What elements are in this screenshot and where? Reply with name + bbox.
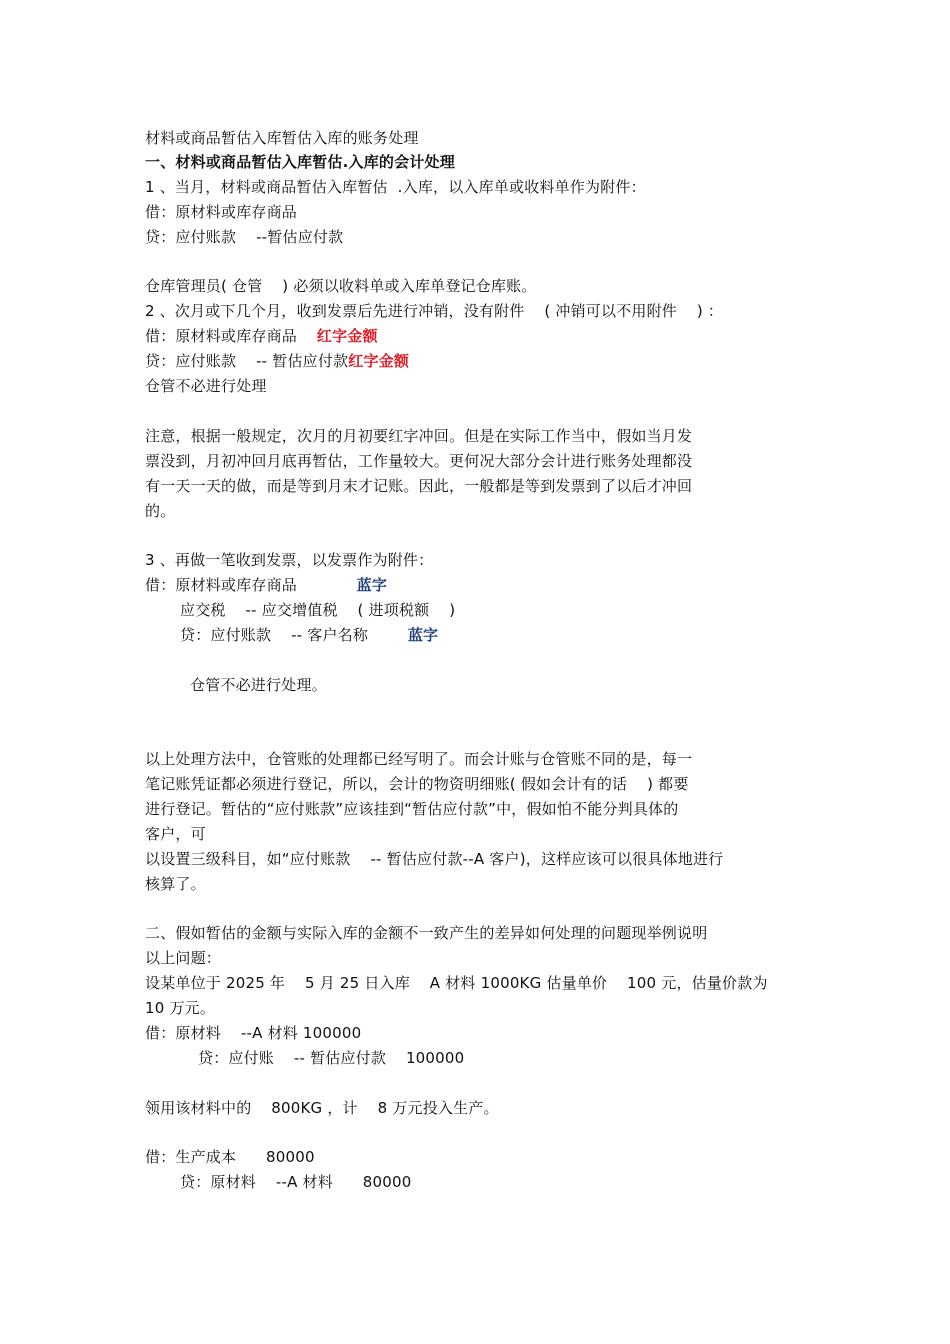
summary-line: 笔记账凭证都必须进行登记，所以，会计的物资明细账( 假如会计有的话 ) 都要 (145, 775, 689, 793)
step3-credit-label: 贷：应付账款 -- 客户名称 (180, 626, 408, 644)
blue-amount-label: 蓝字 (407, 626, 439, 644)
step1-debit: 借：原材料或库存商品 (145, 203, 298, 221)
attention-line: 注意，根据一般规定，次月的月初要红字冲回。但是在实际工作当中，假如当月发 (145, 427, 693, 445)
attention-line: 有一天一天的做，而是等到月末才记账。因此，一般都是等到发票到了以后才冲回 (145, 477, 693, 495)
example-line: 设某单位于 2025 年 5 月 25 日入库 A 材料 1000KG 估量单价 100 元，估量价款为 (145, 974, 768, 992)
step3-debit (145, 575, 387, 595)
step3-note: 仓管不必进行处理。 (190, 676, 327, 694)
step3-debit-label: 借：原材料或库存商品 (145, 576, 357, 594)
part2-line: 以上问题： (145, 949, 222, 967)
entry1-debit: 借：原材料 --A 材料 100000 (145, 1024, 362, 1042)
step3-tax: 应交税 -- 应交增值税 ( 进项税额 ) (180, 601, 456, 619)
step3-text: 3 、再做一笔收到发票，以发票作为附件： (145, 551, 434, 569)
summary-line: 以上处理方法中，仓管账的处理都已经写明了。而会计账与仓管账不同的是，每一 (145, 750, 693, 768)
step3-credit (180, 625, 438, 645)
attention-line: 票没到，月初冲回月底再暂估，工作量较大。更何况大部分会计进行账务处理都没 (145, 452, 693, 470)
step2-note: 仓管不必进行处理 (145, 377, 267, 395)
document-title: 材料或商品暂估入库暂估入库的账务处理 (145, 129, 419, 147)
attention-line: 的。 (145, 502, 176, 520)
summary-line: 以设置三级科目，如“应付账款 -- 暂估应付款--A 客户)，这样应该可以很具体地进行 (145, 850, 724, 868)
red-amount-label: 红字金额 (348, 352, 410, 370)
summary-line: 进行登记。暂估的“应付账款”应该挂到“暂估应付款”中，假如怕不能分判具体的 (145, 800, 679, 818)
step2-debit (145, 326, 378, 346)
entry1-credit: 贷：应付账 -- 暂估应付款 100000 (198, 1049, 465, 1067)
blue-amount-label: 蓝字 (356, 576, 388, 594)
entry2-debit: 借：生产成本 80000 (145, 1148, 315, 1166)
summary-line: 客户，可 (145, 825, 206, 843)
example-line: 10 万元。 (145, 999, 216, 1017)
step1-credit: 贷：应付账款 --暂估应付款 (145, 228, 344, 246)
section-heading: 一、材料或商品暂估入库暂估.入库的会计处理 (145, 153, 455, 171)
entry2-credit: 贷：原材料 --A 材料 80000 (180, 1173, 412, 1191)
step1-text: 1 、当月，材料或商品暂估入库暂估 .入库，以入库单或收料单作为附件： (145, 178, 646, 196)
part2-line: 二、假如暂估的金额与实际入库的金额不一致产生的差异如何处理的问题现举例说明 (145, 924, 708, 942)
step2-credit-label: 贷：应付账款 -- 暂估应付款 (145, 352, 349, 370)
red-amount-label: 红字金额 (316, 327, 378, 345)
step1-note: 仓库管理员( 仓管 ) 必须以收料单或入库单登记仓库账。 (145, 277, 537, 295)
summary-line: 核算了。 (145, 875, 206, 893)
usage-line: 领用该材料中的 800KG ，计 8 万元投入生产。 (145, 1099, 499, 1117)
step2-credit (145, 351, 409, 371)
step2-text: 2 、次月或下几个月，收到发票后先进行冲销，没有附件 ( 冲销可以不用附件 ) ： (145, 302, 724, 320)
step2-debit-label: 借：原材料或库存商品 (145, 327, 317, 345)
